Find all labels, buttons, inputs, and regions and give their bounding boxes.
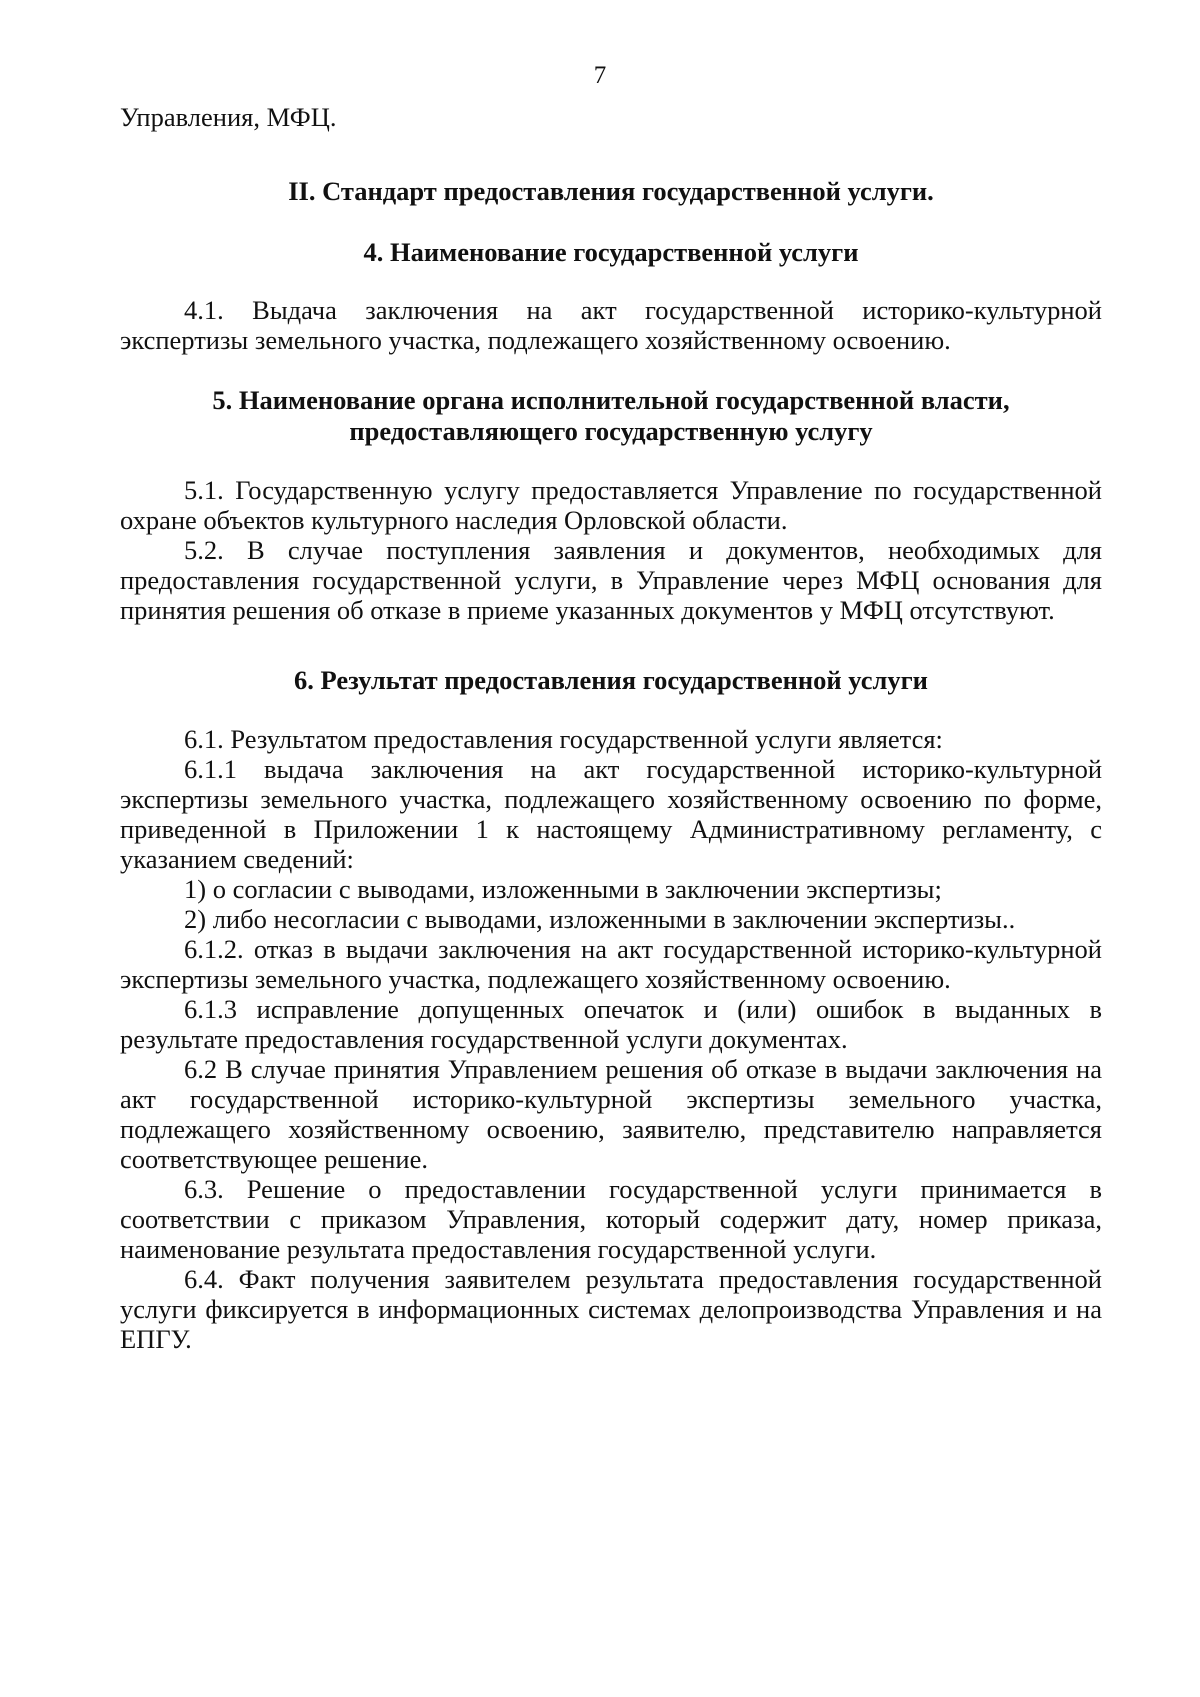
paragraph-6-1: 6.1. Результатом предоставления государственной услуги является: [184, 724, 943, 754]
paragraph-6-2: 6.2 В случае принятия Управлением решения об отказе в выдачи заключения на акт государственной историко-культурной экспертизы земельного участка, подлежащего хозяйственному освоению, заявителю, представителю направляется соответствующее решение. [120, 1054, 1102, 1174]
paragraph-6-1-3: 6.1.3 исправление допущенных опечаток и (или) ошибок в выданных в результате предоставления государственной услуги документах. [120, 994, 1102, 1054]
document-body [120, 102, 1102, 1354]
paragraph-6-1-1: 6.1.1 выдача заключения на акт государственной историко-культурной экспертизы земельного участка, подлежащего хозяйственному освоению по форме, приведенной в Приложении 1 к настоящему Административному регламенту, с указанием сведений: [120, 754, 1102, 874]
page-number: 7 [593, 62, 607, 89]
heading-6: 6. Результат предоставления государственной услуги [294, 665, 928, 695]
heading-4: 4. Наименование государственной услуги [363, 237, 859, 267]
opening-line: Управления, МФЦ. [120, 102, 337, 132]
heading-5-line-1: 5. Наименование органа исполнительной государственной власти, [212, 385, 1010, 415]
paragraph-6-3: 6.3. Решение о предоставлении государственной услуги принимается в соответствии с приказом Управления, который содержит дату, номер приказа, наименование результата предоставления государственной услуги. [120, 1174, 1102, 1264]
heading-5-line-2: предоставляющего государственную услугу [349, 416, 873, 446]
paragraph-5-2: 5.2. В случае поступления заявления и документов, необходимых для предоставления государственной услуги, в Управление через МФЦ основания для принятия решения об отказе в приеме указанных документов у МФЦ отсутствуют. [120, 535, 1102, 625]
list-item-1: 1) о согласии с выводами, изложенными в заключении экспертизы; [184, 874, 942, 904]
paragraph-6-4: 6.4. Факт получения заявителем результата предоставления государственной услуги фиксируется в информационных системах делопроизводства Управления и на ЕПГУ. [120, 1264, 1102, 1354]
paragraph-5-1: 5.1. Государственную услугу предоставляется Управление по государственной охране объектов культурного наследия Орловской области. [120, 475, 1102, 535]
section-title: II. Стандарт предоставления государственной услуги. [288, 176, 934, 206]
paragraph-6-1-2: 6.1.2. отказ в выдачи заключения на акт государственной историко-культурной экспертизы земельного участка, подлежащего хозяйственному освоению. [120, 934, 1102, 994]
list-item-2: 2) либо несогласии с выводами, изложенными в заключении экспертизы.. [184, 904, 1016, 934]
heading-5 [120, 385, 1102, 447]
paragraph-4-1: 4.1. Выдача заключения на акт государственной историко-культурной экспертизы земельного участка, подлежащего хозяйственному освоению. [120, 295, 1102, 355]
